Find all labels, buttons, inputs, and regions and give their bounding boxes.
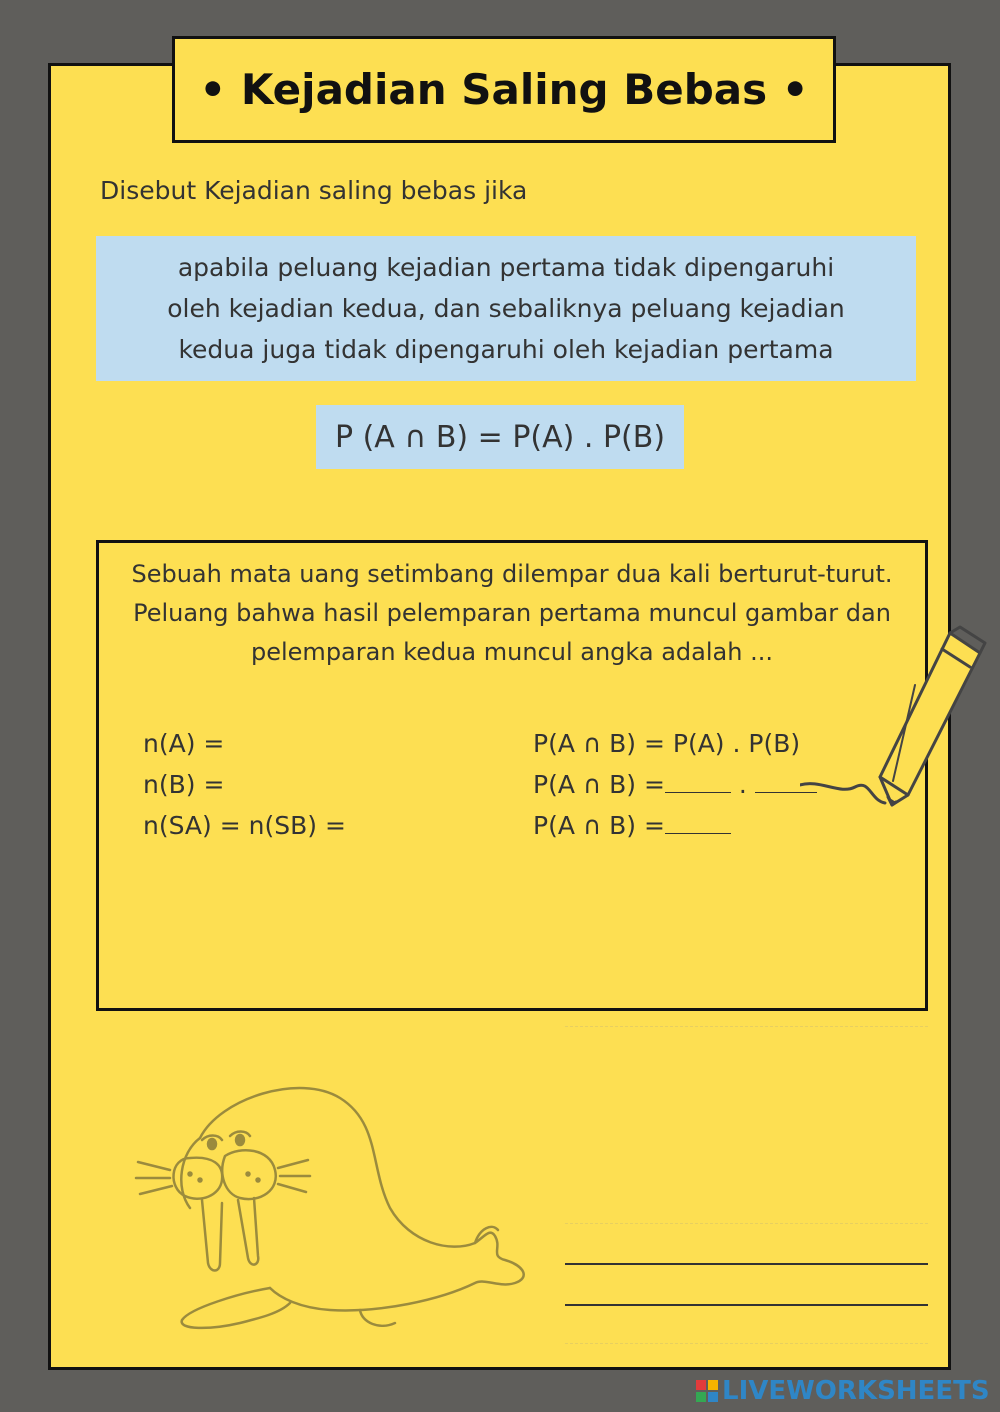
liveworksheets-watermark [696,1376,990,1406]
formula-row: P(A ∩ B) = P(A) . P(B) [533,729,801,758]
n-a-label: n(A) = [143,729,225,758]
walrus-illustration [130,1078,540,1338]
formula-row-label: P(A ∩ B) = [533,770,665,799]
writing-line [565,1223,928,1224]
problem-line: Peluang bahwa hasil pelemparan pertama muncul gambar dan [133,599,891,627]
writing-line [565,1343,928,1344]
answer-blank-pa[interactable] [665,774,731,793]
work-left-column [143,723,346,846]
formula-box [316,405,684,469]
definition-line: apabila peluang kejadian pertama tidak dipengaruhi [177,253,835,282]
liveworksheets-logo-icon [696,1380,718,1402]
page-title: • Kejadian Saling Bebas • [199,65,809,114]
watermark-text: LIVEWORKSHEETS [722,1376,990,1406]
multiply-dot: . [738,770,747,799]
problem-line: Sebuah mata uang setimbang dilempar dua kali berturut-turut. [131,560,893,588]
pencil-icon [800,625,990,815]
problem-line: pelemparan kedua muncul angka adalah ... [251,638,773,666]
writing-line[interactable] [565,1263,928,1265]
writing-line [565,1026,928,1027]
formula-row-fill [533,764,817,805]
title-box [172,36,836,143]
answer-blank-result[interactable] [665,815,731,834]
work-right-column [533,723,817,846]
definition-line: kedua juga tidak dipengaruhi oleh kejadian pertama [178,335,834,364]
writing-line[interactable] [565,1304,928,1306]
formula-row-label: P(A ∩ B) = [533,811,665,840]
formula-text: P (A ∩ B) = P(A) . P(B) [334,419,666,455]
formula-row-result [533,805,817,846]
intro-text: Disebut Kejadian saling bebas jika [100,176,528,205]
n-b-label: n(B) = [143,770,225,799]
n-s-label: n(SA) = n(SB) = [143,811,346,840]
definition-line: oleh kejadian kedua, dan sebaliknya peluang kejadian [167,294,845,323]
definition-box [96,236,916,381]
